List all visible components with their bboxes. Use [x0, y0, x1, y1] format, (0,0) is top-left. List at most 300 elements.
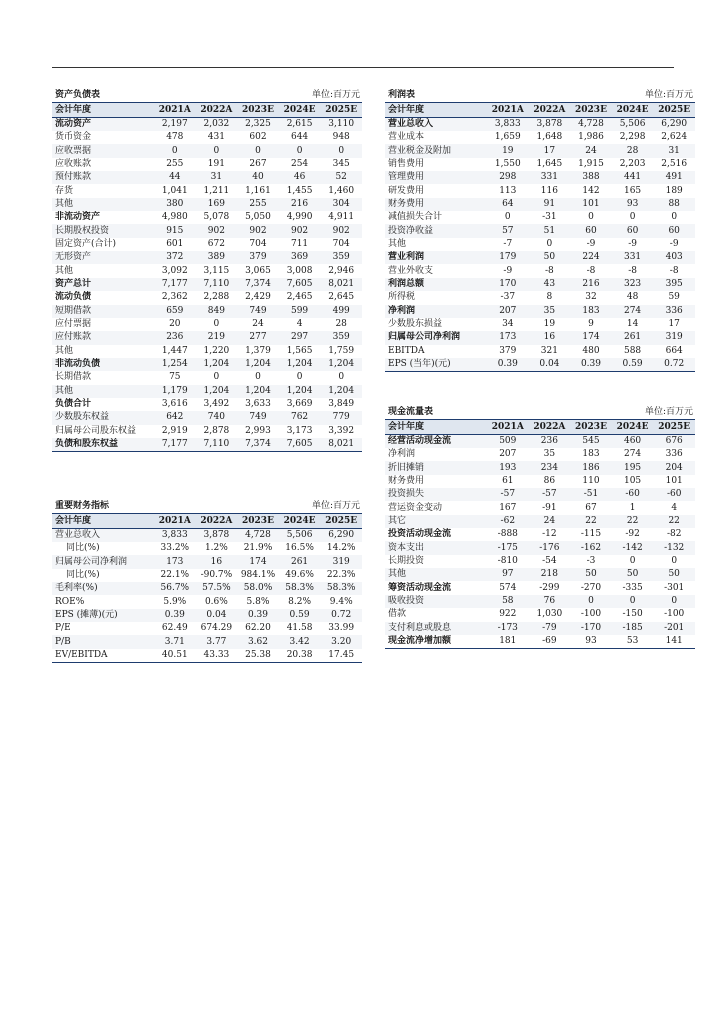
row-value: 9 — [588, 319, 594, 330]
row-value: 169 — [196, 198, 238, 211]
row-value: 1,379 — [245, 345, 271, 356]
row-value: 0.72 — [320, 609, 362, 622]
row-value: 3,849 — [328, 399, 355, 410]
row-value: 224 — [570, 251, 612, 264]
table-row — [52, 144, 362, 157]
row-value: 336 — [665, 449, 683, 460]
row-value: 207 — [499, 449, 517, 460]
row-label: 同比(%) — [66, 569, 100, 580]
row-value: 7,110 — [196, 278, 238, 291]
row-value: -3 — [586, 555, 596, 566]
row-value: -132 — [653, 541, 695, 554]
row-value: 7,177 — [154, 438, 196, 452]
row-value: 749 — [237, 411, 279, 424]
cash-flow-table — [385, 406, 695, 649]
table-title: 资产负债表 — [52, 89, 237, 103]
row-value: 0 — [279, 144, 321, 157]
row-value: 48 — [626, 292, 639, 303]
year-header: 2024E — [279, 103, 321, 117]
row-value: -8 — [545, 265, 554, 276]
table-row — [385, 501, 695, 514]
table-row — [52, 555, 362, 568]
row-label: EPS (摊薄)(元) — [52, 609, 154, 622]
row-value: 5.8% — [246, 596, 270, 607]
table-row — [385, 131, 695, 144]
row-value: 601 — [166, 238, 184, 249]
row-value: 181 — [487, 635, 529, 649]
row-value: 922 — [499, 609, 517, 620]
row-value: 599 — [279, 305, 321, 318]
row-value: 40.51 — [154, 649, 196, 663]
row-value: 0.39 — [154, 609, 196, 622]
row-value: 173 — [487, 331, 529, 344]
row-value: 4 — [671, 502, 678, 513]
row-value: 274 — [612, 305, 654, 318]
row-value: 6,290 — [320, 528, 362, 542]
row-value: 345 — [332, 158, 350, 169]
row-label: 净利润 — [388, 449, 416, 460]
row-value: 50 — [570, 568, 612, 581]
row-value: -810 — [497, 555, 518, 566]
row-value: 170 — [487, 278, 529, 291]
row-value: 2,288 — [203, 292, 230, 303]
table-title-row — [385, 89, 695, 103]
year-header: 2021A — [154, 514, 196, 528]
row-value: 31 — [653, 144, 695, 157]
table-row — [385, 291, 695, 304]
row-value: 480 — [582, 345, 600, 356]
row-value: 372 — [154, 251, 196, 264]
row-value: 0 — [612, 595, 654, 608]
table-row — [52, 385, 362, 398]
row-value: 24 — [570, 144, 612, 157]
table-row — [52, 398, 362, 411]
row-label: 营业税金及附加 — [385, 144, 487, 157]
row-value: 62.49 — [161, 623, 188, 634]
row-value: 0 — [196, 144, 238, 157]
table-row — [52, 425, 362, 438]
row-value: 58.3% — [320, 582, 362, 595]
row-value: 97 — [487, 568, 529, 581]
row-label: 流动负债 — [55, 292, 92, 303]
row-value: 297 — [279, 331, 321, 344]
row-value: 3,669 — [286, 399, 313, 410]
row-value: -60 — [653, 488, 695, 501]
row-value: 236 — [529, 434, 571, 448]
row-label: 所得税 — [388, 292, 416, 303]
row-value: -54 — [542, 555, 557, 566]
row-value: 8 — [546, 292, 553, 303]
row-value: 179 — [487, 251, 529, 264]
row-value: 5,506 — [279, 528, 321, 542]
header-label: 会计年度 — [385, 420, 487, 434]
row-label: 应付账款 — [52, 331, 154, 344]
row-value: -69 — [529, 635, 571, 649]
table-row — [385, 158, 695, 171]
row-label: 其他 — [52, 198, 154, 211]
table-row — [52, 184, 362, 197]
row-value: 43 — [529, 278, 571, 291]
row-value: 14 — [626, 319, 639, 330]
row-label: 营运资金变动 — [388, 502, 443, 513]
row-label: 预付账款 — [52, 171, 154, 184]
table-row — [385, 608, 695, 621]
table-row — [52, 224, 362, 237]
row-value: 9.4% — [329, 596, 353, 607]
row-label: 管理费用 — [385, 171, 487, 184]
row-value: 2,429 — [245, 292, 271, 303]
row-value: 186 — [570, 461, 612, 474]
row-value: 704 — [332, 238, 350, 249]
row-value: 3.77 — [196, 635, 238, 648]
row-label: 其他 — [55, 345, 74, 356]
row-value: -299 — [539, 582, 560, 593]
row-value: 2,362 — [161, 292, 188, 303]
row-value: 21.9% — [243, 543, 273, 554]
table-row — [385, 117, 695, 131]
table-title: 利润表 — [385, 89, 570, 103]
row-value: 7,374 — [237, 278, 279, 291]
table-row — [52, 117, 362, 131]
row-value: 389 — [196, 251, 238, 264]
row-value: 7,110 — [196, 438, 238, 452]
row-value: 3.42 — [279, 635, 321, 648]
unit-label: 单位:百万元 — [237, 500, 362, 514]
table-title: 现金流量表 — [385, 406, 570, 420]
row-value: 33.2% — [160, 543, 190, 554]
row-value: 1,645 — [536, 158, 563, 169]
row-label: 少数股东权益 — [52, 411, 154, 424]
row-value: 460 — [612, 434, 654, 448]
row-value: 57.5% — [196, 582, 238, 595]
row-value: -9 — [586, 238, 596, 249]
year-header: 2023E — [570, 420, 612, 434]
row-value: 1,550 — [494, 158, 521, 169]
row-value: 0 — [338, 372, 345, 383]
row-value: 19 — [487, 144, 529, 157]
row-value: -201 — [653, 622, 695, 635]
row-label: 负债和股东权益 — [52, 438, 154, 452]
row-value: 902 — [237, 224, 279, 237]
table-row — [52, 264, 362, 277]
table-title-row — [52, 89, 362, 103]
row-value: 2,298 — [619, 132, 646, 143]
row-label: 投资净收益 — [385, 224, 487, 237]
row-value: 478 — [166, 132, 184, 143]
row-value: 2,615 — [279, 117, 321, 131]
row-label: 筹资活动现金流 — [388, 582, 452, 593]
row-value: 0 — [570, 595, 612, 608]
row-label: 财务费用 — [385, 198, 487, 211]
row-value: 4 — [296, 319, 303, 330]
row-label: 货币资金 — [55, 132, 92, 143]
row-value: -100 — [580, 609, 602, 620]
year-header: 2022A — [196, 514, 238, 528]
row-value: 0.59 — [612, 358, 654, 372]
year-header: 2023E — [237, 103, 279, 117]
row-value: 602 — [249, 132, 267, 143]
row-value: 642 — [154, 411, 196, 424]
row-value: 20 — [169, 319, 181, 330]
year-header: 2023E — [570, 103, 612, 117]
row-value: 60 — [653, 224, 695, 237]
row-value: 193 — [487, 461, 529, 474]
row-value: 7,605 — [279, 438, 321, 452]
unit-label: 单位:百万元 — [570, 89, 695, 103]
table-row — [385, 635, 695, 649]
row-label: 支付利息或股息 — [385, 622, 487, 635]
row-label: 应收票据 — [52, 144, 154, 157]
income-statement-table — [385, 89, 695, 372]
row-value: 0.39 — [237, 609, 279, 622]
row-value: 165 — [623, 185, 642, 196]
row-value: 849 — [196, 305, 238, 318]
row-value: 2,032 — [196, 117, 238, 131]
row-value: 2,465 — [286, 292, 313, 303]
row-label: 非流动负债 — [52, 358, 154, 371]
row-value: 1,447 — [161, 345, 188, 356]
row-value: 17 — [529, 144, 571, 157]
row-value: 0.6% — [204, 596, 228, 607]
row-value: 50 — [653, 568, 695, 581]
table-row — [385, 622, 695, 635]
row-value: 740 — [196, 411, 238, 424]
row-value: 46 — [279, 171, 321, 184]
row-value: 51 — [529, 224, 571, 237]
row-value: 1,565 — [286, 345, 313, 356]
row-value: 28 — [335, 319, 347, 330]
row-label: 减值损失合计 — [388, 212, 443, 223]
row-value: 915 — [154, 224, 196, 237]
row-value: 395 — [653, 278, 695, 291]
row-value: 35 — [543, 449, 556, 460]
row-value: 4,990 — [286, 212, 313, 223]
row-value: 431 — [207, 132, 225, 143]
table-row — [385, 528, 695, 541]
row-value: -270 — [580, 582, 602, 593]
row-label: 折旧摊销 — [385, 461, 487, 474]
row-value: 1,915 — [578, 158, 604, 169]
row-value: 58.3% — [279, 582, 321, 595]
row-value: 255 — [166, 158, 184, 169]
year-header: 2022A — [196, 103, 238, 117]
row-value: 762 — [279, 411, 321, 424]
row-value: 336 — [653, 305, 695, 318]
row-value: 644 — [290, 132, 309, 143]
row-value: 5,078 — [203, 212, 230, 223]
year-header: 2024E — [612, 103, 654, 117]
row-label: 无形资产 — [52, 251, 154, 264]
table-row — [52, 198, 362, 211]
row-value: 34 — [502, 319, 514, 330]
row-label: P/B — [52, 635, 154, 648]
row-label: 研发费用 — [388, 185, 425, 196]
table-row — [385, 144, 695, 157]
row-value: 0 — [546, 238, 553, 249]
row-value: 50 — [529, 251, 571, 264]
table-row — [385, 251, 695, 264]
row-value: 711 — [290, 238, 309, 249]
table-row — [52, 371, 362, 384]
row-value: -162 — [570, 541, 612, 554]
row-value: 3,065 — [245, 265, 271, 276]
row-label: 经营活动现金流 — [385, 434, 487, 448]
row-value: 20.38 — [279, 649, 321, 663]
row-value: 64 — [487, 198, 529, 211]
row-value: -92 — [625, 529, 640, 540]
row-value: 319 — [320, 555, 362, 568]
table-row — [52, 131, 362, 144]
row-value: 4,728 — [570, 117, 612, 131]
row-value: 3,878 — [529, 117, 571, 131]
row-value: 321 — [540, 345, 558, 356]
row-value: 3,833 — [487, 117, 529, 131]
row-value: 17 — [668, 319, 680, 330]
row-label: 长期借款 — [55, 372, 92, 383]
row-value: 57 — [487, 224, 529, 237]
table-row — [385, 331, 695, 344]
row-value: 4,728 — [237, 528, 279, 542]
row-value: -8 — [586, 265, 596, 276]
row-value: -115 — [580, 529, 602, 540]
row-value: 61 — [502, 475, 514, 486]
row-value: 16 — [196, 555, 238, 568]
row-label: 存货 — [55, 185, 74, 196]
row-label: 财务费用 — [388, 475, 425, 486]
row-label: 净利润 — [385, 305, 487, 318]
row-value: 674.29 — [200, 623, 233, 634]
table-row — [52, 582, 362, 595]
page-top-rule — [52, 67, 674, 68]
year-header: 2024E — [612, 420, 654, 434]
row-value: 545 — [570, 434, 612, 448]
row-value: 14.2% — [326, 543, 356, 554]
row-value: 116 — [540, 185, 558, 196]
row-label: 应付票据 — [55, 319, 92, 330]
table-row — [52, 318, 362, 331]
row-value: 234 — [529, 461, 571, 474]
row-value: 24 — [529, 515, 571, 528]
row-value: 216 — [279, 198, 321, 211]
table-row — [385, 581, 695, 594]
row-value: 3,008 — [286, 265, 313, 276]
row-value: 167 — [499, 502, 517, 513]
row-value: -12 — [542, 529, 557, 540]
row-label: EPS (当年)(元) — [385, 358, 487, 372]
table-row — [385, 278, 695, 291]
table-row — [52, 609, 362, 622]
row-value: 3,392 — [328, 425, 355, 436]
row-value: 664 — [665, 345, 683, 356]
year-header: 2022A — [529, 103, 571, 117]
row-value: 8,021 — [320, 438, 362, 452]
row-value: 379 — [499, 345, 517, 356]
row-value: 1,204 — [196, 385, 238, 398]
row-value: 86 — [543, 475, 556, 486]
row-value: 1,648 — [536, 132, 563, 143]
row-value: 1,759 — [328, 345, 355, 356]
row-value: 91 — [529, 198, 571, 211]
row-value: -888 — [497, 529, 518, 540]
row-value: 588 — [623, 345, 642, 356]
row-value: -90.7% — [200, 569, 233, 580]
row-value: 319 — [653, 331, 695, 344]
table-row — [385, 358, 695, 372]
row-value: 5.9% — [163, 596, 187, 607]
row-value: 3,833 — [154, 528, 196, 542]
row-value: -185 — [612, 622, 654, 635]
table-row — [385, 184, 695, 197]
row-value: 298 — [487, 171, 529, 184]
row-value: 216 — [570, 278, 612, 291]
table-row — [385, 555, 695, 568]
row-value: 93 — [570, 635, 612, 649]
row-value: 8,021 — [320, 278, 362, 291]
table-row — [52, 251, 362, 264]
row-value: 2,878 — [203, 425, 230, 436]
table-row — [52, 171, 362, 184]
row-value: 76 — [529, 595, 571, 608]
row-value: 3,492 — [203, 399, 230, 410]
row-value: -173 — [487, 622, 529, 635]
row-value: 22 — [653, 515, 695, 528]
row-value: 304 — [320, 198, 362, 211]
row-value: 274 — [623, 449, 642, 460]
row-value: 0 — [671, 212, 678, 223]
row-value: 195 — [612, 461, 654, 474]
row-value: 1,179 — [154, 385, 196, 398]
table-row — [52, 358, 362, 371]
table-row — [385, 595, 695, 608]
row-value: 0 — [588, 212, 594, 223]
row-value: 3.71 — [154, 635, 196, 648]
row-value: 41.58 — [286, 623, 313, 634]
row-value: 40 — [237, 171, 279, 184]
row-value: -79 — [529, 622, 571, 635]
row-value: 56.7% — [154, 582, 196, 595]
row-value: -57 — [487, 488, 529, 501]
table-row — [52, 345, 362, 358]
row-value: 1,204 — [237, 385, 279, 398]
row-value: 183 — [570, 305, 612, 318]
row-value: 441 — [612, 171, 654, 184]
row-value: 183 — [582, 449, 600, 460]
row-value: 3,092 — [161, 265, 188, 276]
row-value: 75 — [169, 372, 181, 383]
row-value: -9 — [669, 238, 679, 249]
row-label: 短期借款 — [52, 305, 154, 318]
row-value: 44 — [154, 171, 196, 184]
row-value: 105 — [623, 475, 642, 486]
row-value: 3,173 — [286, 425, 313, 436]
table-row — [385, 264, 695, 277]
row-value: 948 — [332, 132, 350, 143]
year-header: 2025E — [653, 420, 695, 434]
row-value: 704 — [249, 238, 267, 249]
row-value: 32 — [585, 292, 597, 303]
table-row — [52, 569, 362, 582]
row-value: -301 — [664, 582, 685, 593]
row-label: 资本支出 — [385, 541, 487, 554]
table-title-row — [52, 500, 362, 514]
table-row — [385, 238, 695, 251]
row-label: 营业成本 — [388, 132, 425, 143]
row-value: 1.2% — [204, 543, 228, 554]
row-value: 984.1% — [240, 569, 276, 580]
row-value: 8.2% — [288, 596, 312, 607]
row-value: 62.20 — [245, 623, 271, 634]
row-value: 779 — [320, 411, 362, 424]
